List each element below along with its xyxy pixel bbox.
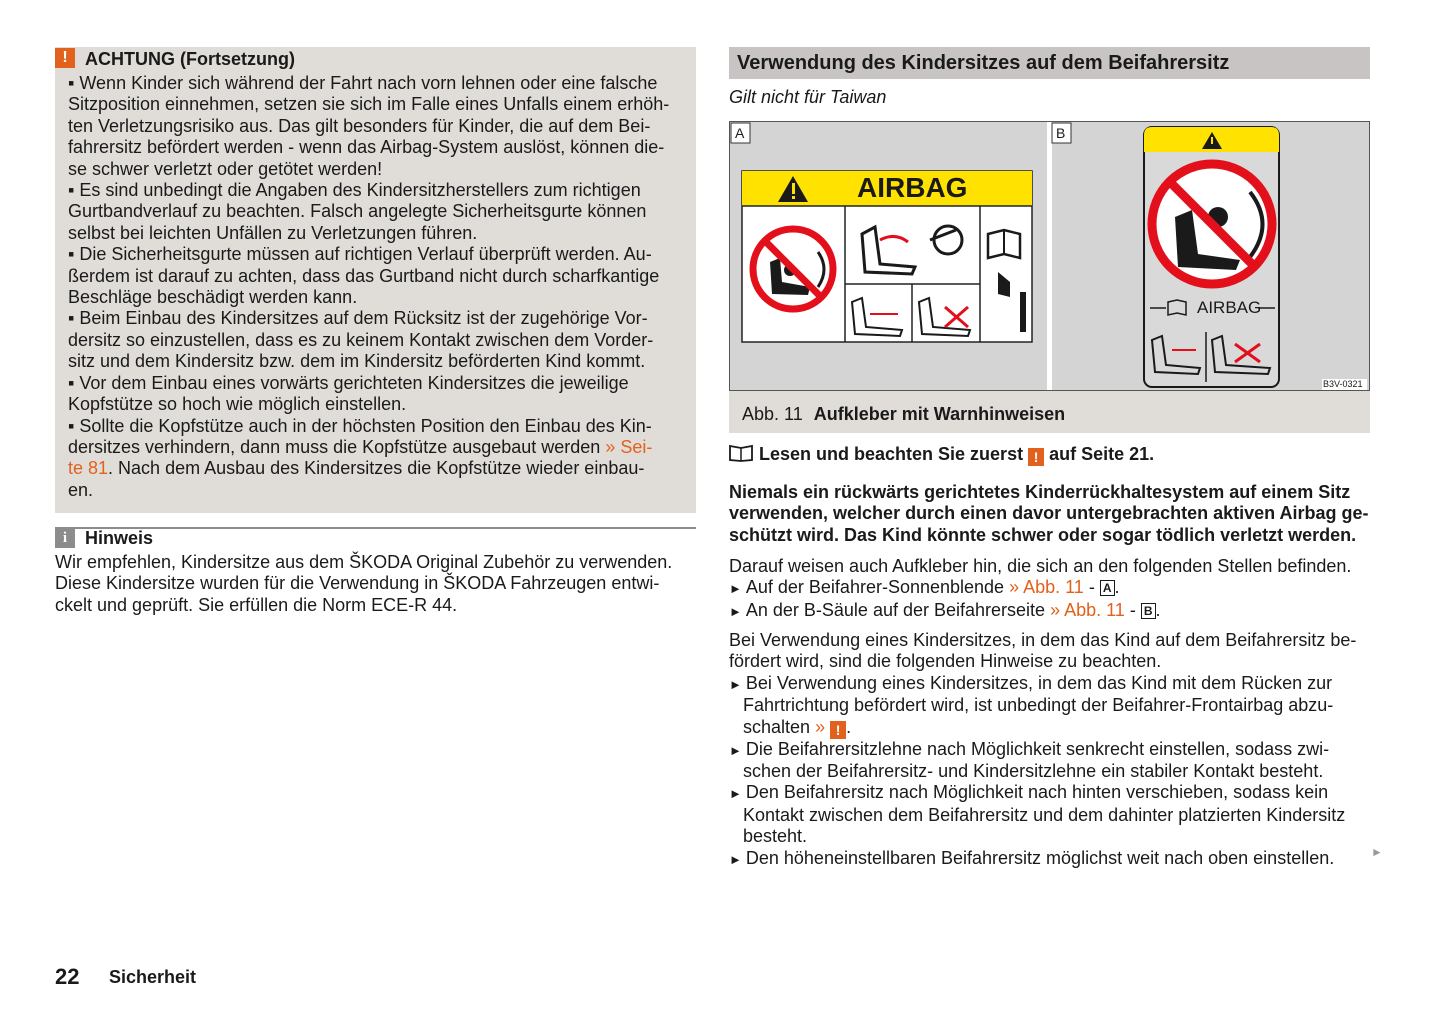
warning-line: ▪ Die Sicherheitsgurte müssen auf richtigen Verlauf überprüft werden. Au- xyxy=(68,244,652,265)
section-heading: Verwendung des Kindersitzes auf dem Beifahrersitz xyxy=(737,52,1230,74)
locations-paragraph: Darauf weisen auch Aufkleber hin, die sich an den folgenden Stellen befinden. ► Auf der Beifahrer-Sonnenblende » Abb. 11 - A . ► An der B-Säule auf der Beifahrerseite » Abb. 11 - B . xyxy=(729,556,1351,622)
figure-frame xyxy=(729,121,1370,391)
figure-label-a: A xyxy=(735,125,745,141)
list-item: ► Den Beifahrersitz nach Möglichkeit nach hinten verschieben, sodass kein xyxy=(729,782,1329,803)
warning-line: fahrersitz befördert werden - wenn das Airbag-System auslöst, können die- xyxy=(68,137,665,158)
continue-arrow-icon: ► xyxy=(1371,845,1383,859)
section-subtitle: Gilt nicht für Taiwan xyxy=(729,87,887,107)
list-item: ► An der B-Säule auf der Beifahrerseite » Abb. 11 - B . xyxy=(729,599,1161,620)
warning-title: ACHTUNG (Fortsetzung) xyxy=(85,49,295,69)
warning-line: ▪ Es sind unbedingt die Angaben des Kindersitzherstellers zum richtigen xyxy=(68,180,641,201)
list-item: ► Den höheneinstellbaren Beifahrersitz möglichst weit nach oben einstellen. xyxy=(729,847,1335,868)
warning-line: ▪ Beim Einbau des Kindersitzes auf dem Rücksitz ist der zugehörige Vor- xyxy=(68,308,648,329)
note-title: Hinweis xyxy=(85,528,154,548)
figure-label-b: B xyxy=(1056,125,1066,141)
warning-link[interactable]: » xyxy=(815,716,826,737)
info-icon: i xyxy=(55,528,75,548)
warning-line: sitz und dem Kindersitz bzw. dem im Kindersitz beförderten Kind kommt. xyxy=(68,351,646,372)
airbag-stickers-figure xyxy=(730,122,1369,390)
warning-line: dersitz so einzustellen, dass es zu keinem Kontakt zwischen dem Vorder- xyxy=(68,329,654,350)
figure-link[interactable]: » Abb. 11 xyxy=(1050,599,1125,620)
list-item: ► Auf der Beifahrer-Sonnenblende » Abb. 11 - A . xyxy=(729,577,1120,598)
warning-box xyxy=(55,47,696,513)
warning-line: en. xyxy=(68,479,94,500)
figure-caption xyxy=(729,391,1370,433)
page-number: 22 xyxy=(55,964,80,989)
list-item: ► Die Beifahrersitzlehne nach Möglichkeit senkrecht einstellen, sodass zwi- xyxy=(729,738,1330,759)
warning-line: ten Verletzungsrisiko aus. Das gilt besonders für Kinder, die auf dem Bei- xyxy=(68,115,651,136)
warning-line: Beschläge beschädigt werden kann. xyxy=(68,287,358,308)
instructions: Bei Verwendung eines Kindersitzes, in dem das Kind auf dem Beifahrersitz be- fördert wird, sind die folgenden Hinweise zu beachten. ► Bei Verwendung eines Kindersitzes, in dem das Kind mit dem Rücken zur Fahrtrichtung befördert wird, ist unbedingt der Beifahrer-Frontairbag abzu- schalten » ! . ► Die Beifahrersitzlehne nach Möglichkeit senkrecht einstellen, sodass zwi- schen der Beifahrersitz- und Kindersitzlehne ein stabiler Kontakt besteht. ► Den Beifahrersitz nach Möglichkeit nach hinten verschieben, sodass kein Kontakt zwischen dem Beifahrersitz und dem dahinter platzierten Kindersitz besteht. ► Den höheneinstellbaren Beifahrersitz möglichst weit nach oben einstellen. xyxy=(729,630,1356,870)
figure-link[interactable]: » Abb. 11 xyxy=(1009,577,1084,598)
warning-line: dersitzes verhindern, dann muss die Kopfstütze ausgebaut werden » Sei- xyxy=(68,436,653,457)
warning-line: ▪ Vor dem Einbau eines vorwärts gerichteten Kindersitzes die jeweilige xyxy=(68,372,629,393)
airbag-label-b: AIRBAG xyxy=(1197,298,1262,317)
warning-line: Gurtbandverlauf zu beachten. Falsch angelegte Sicherheitsgurte können xyxy=(68,201,647,222)
caption-title: Aufkleber mit Warnhinweisen xyxy=(813,404,1066,424)
warning-line: Sitzposition einnehmen, setzen sie sich im Falle eines Unfalls einem erhöh- xyxy=(68,94,670,115)
list-item: ► Bei Verwendung eines Kindersitzes, in dem das Kind mit dem Rücken zur xyxy=(729,672,1333,693)
warning-line: ▪ Wenn Kinder sich während der Fahrt nach vorn lehnen oder eine falsche xyxy=(68,73,658,93)
figure-code: B3V-0321 xyxy=(1323,379,1363,389)
warning-line: selbst bei leichten Unfällen zu Verletzungen führen. xyxy=(68,222,478,243)
sticker-b xyxy=(1144,127,1279,387)
label-box-a: A xyxy=(1100,580,1115,596)
warning-line: ▪ Sollte die Kopfstütze auch in der höchsten Position den Einbau des Kin- xyxy=(68,415,652,436)
warning-line: te 81. Nach dem Ausbau des Kindersitzes die Kopfstütze wieder einbau- xyxy=(68,458,645,479)
page-link[interactable]: » Sei- xyxy=(605,436,653,457)
read-first-line: Lesen und beachten Sie zuerst ! auf Seite 21. xyxy=(729,443,1154,466)
section-heading-bar xyxy=(729,47,1370,79)
warning-line: se schwer verletzt oder getötet werden! xyxy=(68,158,383,179)
label-box-b: B xyxy=(1141,603,1156,619)
warning-ref-icon[interactable]: ! xyxy=(1028,448,1044,466)
warning-ref-icon[interactable]: ! xyxy=(830,721,846,739)
warning-body xyxy=(68,73,669,501)
warning-icon: ! xyxy=(55,48,75,68)
warning-line: ßerdem ist darauf zu achten, dass das Gurtband nicht durch scharfkantige xyxy=(68,265,660,286)
warning-line: Kopfstütze so hoch wie möglich einstellen. xyxy=(68,394,407,415)
chapter-name: Sicherheit xyxy=(109,967,197,987)
book-icon xyxy=(729,444,753,462)
page-link[interactable]: te 81 xyxy=(68,458,109,479)
airbag-label-a: AIRBAG xyxy=(857,172,968,203)
bold-warning-paragraph: Niemals ein rückwärts gerichtetes Kinderrückhaltesystem auf einem Sitz verwenden, welcher durch einen davor untergebrachten aktiven Airbag ge- schützt wird. Das Kind könnte schwer oder sogar tödlich verletzt werden. xyxy=(729,482,1369,545)
caption-number: Abb. 11 xyxy=(742,404,803,424)
note-body: Wir empfehlen, Kindersitze aus dem ŠKODA Original Zubehör zu verwenden. Diese Kindersitze wurden für die Verwendung in ŠKODA Fahrzeugen entwi- ckelt und geprüft. Sie erfüllen die Norm ECE-R 44. xyxy=(55,552,673,615)
